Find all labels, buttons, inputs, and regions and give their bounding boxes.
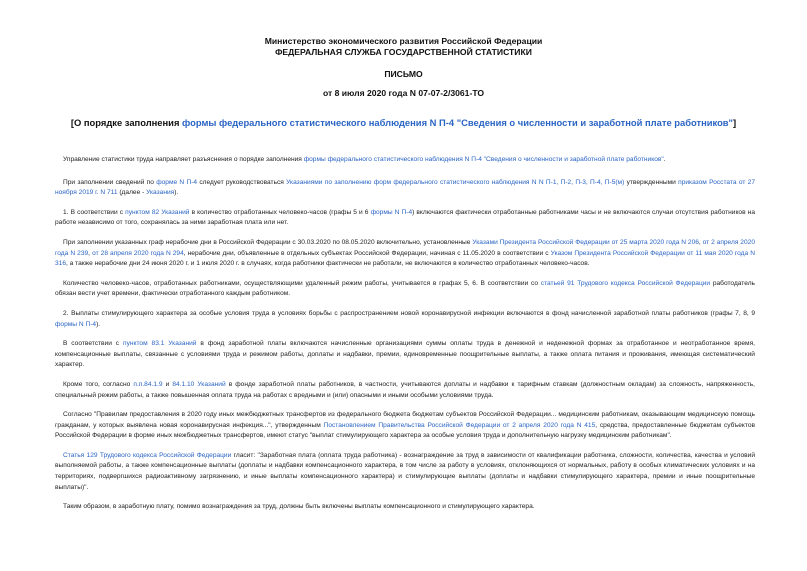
paragraph-9 <box>55 410 755 442</box>
form-p4-link[interactable]: формы федерального статистического наблюдения N П-4 "Сведения о численности и заработной плате работников" <box>303 156 664 163</box>
decree-239-link[interactable]: от 2 апреля 2020 года N 239 <box>55 238 755 257</box>
point-84-1-10-link[interactable]: 84.1.10 Указаний <box>172 380 226 388</box>
text: работодатель обязан вести учет времени, фактически отработанного каждым работником. <box>55 279 755 298</box>
form-p4-link[interactable]: формы N П-4 <box>370 208 413 216</box>
text: ). <box>96 320 101 328</box>
article-129-link[interactable]: Статья 129 Трудового кодекса Российской Федерации <box>63 451 232 459</box>
paragraph-7 <box>55 339 755 371</box>
text: утвержденными <box>624 178 679 186</box>
text: следует руководствоваться <box>197 178 287 186</box>
rosstat-order-link[interactable]: приказом Росстата от 27 ноября 2019 г. N 711 <box>55 178 755 197</box>
instructions-link[interactable]: Указаниями по заполнению форм федерального статистического наблюдения N N П-1, П-2, П-3, П-4, П-5(м) <box>286 178 625 186</box>
paragraph-1 <box>55 155 755 166</box>
date-number-heading: от 8 июля 2020 года N 07-07-2/3061-ТО <box>322 88 485 98</box>
text: гласит: "Заработная плата (оплата труда работника) - вознаграждение за труд в зависимости от квалификации работника, сложности, количества, качества и условий выполняемой работы, а также компенсационные выплаты (доплаты и надбавки компенсационного характера, в том числе за работу в условиях, отклоняющихся от нормальных, работу в особых климатических условиях и на территориях, подвергшихся радиоактивному загрязнению, и иные выплаты компенсационного характера) и стимулирующие выплаты (доплаты и надбавки стимулирующего характера, премии и иные поощрительные выплаты)". <box>55 451 756 491</box>
text: Управление статистики труда направляет разъяснения о порядке заполнения <box>63 156 304 163</box>
point-83-1-link[interactable]: пунктом 83.1 Указаний <box>123 340 197 348</box>
text: 2. Выплаты стимулирующего характера за особые условия труда в условиях борьбы с распространением новой коронавирусной инфекции включаются в фонд начисленной заработной платы работников (графы 7, 8, 9 <box>63 309 755 317</box>
text: и <box>162 380 173 388</box>
text: В соответствии с <box>63 340 124 348</box>
subject-close: ] <box>733 117 737 128</box>
doc-type-heading: ПИСЬМО <box>384 69 423 79</box>
paragraph-10 <box>55 451 755 493</box>
text: , а также нерабочие дни 24 июня 2020 г. и 1 июля 2020 г. в случаях, когда работники фактически не работали, не включаются в количество отработанных человеко-часов. <box>66 260 590 268</box>
text: Согласно "Правилам предоставления в 2020 году иных межбюджетных трансфертов из федерального бюджета бюджетам субъектов Российской Федерации... медицинским работникам, оказывающим медицинскую помощь гражданам, у которых выявлена новая коронавирусная инфекция...", утвержденным <box>55 411 755 429</box>
text: в фонде заработной платы работников, в частности, учитываются доплаты и надбавки к тарифным ставкам (должностным окладам) за сложность, напряженность, специальный режим работы, а также повышенная оплата труда на работах с вредными и (или) опасными и иными особыми условиями труда. <box>55 380 755 399</box>
text: , <box>88 249 93 257</box>
text: , средства, предоставленные бюджетам субъектов Российской Федерации в форме иных межбюджетных трансфертов, имеют статус "выплат стимулирующего характера за особые условия труда и дополнительную нагрузку медицинским работникам". <box>55 421 756 440</box>
text: При заполнении указанных граф нерабочие дни в Российской Федерации с 30.03.2020 по 08.05.2020 включительно, установленные <box>63 238 473 246</box>
text: (далее - <box>117 189 147 197</box>
text: , нерабочие дни, объявленные в отдельных субъектах Российской Федерации, начиная с 11.05.2020 в соответствии с <box>183 249 551 257</box>
point-84-1-9-link[interactable]: п.п.84.1.9 <box>133 380 163 388</box>
ministry-heading: Министерство экономического развития Российской Федерации <box>264 36 543 46</box>
text: Количество человеко-часов, отработанных работниками, осуществляющими удаленный режим работы, учитывается в графах 5, 6. В соответствии со <box>63 279 541 287</box>
text: Таким образом, в заработную плату, помимо вознаграждения за труд, должны быть включены выплаты компенсационного и стимулирующего характера. <box>63 503 535 511</box>
decree-206-link[interactable]: Указами Президента Российской Федерации от 25 марта 2020 года N 206 <box>472 238 699 246</box>
paragraph-11 <box>55 502 755 513</box>
point-82-link[interactable]: пунктом 82 Указаний <box>125 208 190 216</box>
decree-294-link[interactable]: от 28 апреля 2020 года N 294 <box>92 249 184 257</box>
text: 1. В соответствии с <box>63 208 126 216</box>
text: в фонд заработной платы включаются начисленные организациями суммы оплаты труда в денежной и неденежной формах за отработанное и неотработанное время, компенсационные выплаты, связанные с условиями труда и режимом работы, доплаты и надбавки, премии, единовременные поощрительные выплаты, а также оплата питания и проживания, имеющая систематический характер. <box>55 340 755 369</box>
article-91-link[interactable]: статьей 91 Трудового кодекса Российской Федерации <box>540 279 711 287</box>
resolution-415-link[interactable]: Постановлением Правительства Российской Федерации от 2 апреля 2020 года N 415 <box>323 421 596 429</box>
text: ) включаются фактически отработанные работниками часы и не включаются случаи отсутствия работников на работе независимо от того, сохранялась за ними заработная плата или нет. <box>55 208 755 227</box>
text: в количество отработанных человеко-часов (графы 5 и 6 <box>189 208 371 216</box>
form-p4-link[interactable]: формы N П-4 <box>55 320 97 328</box>
text: Кроме того, согласно <box>63 380 134 388</box>
paragraph-4 <box>55 238 755 270</box>
decree-316-link[interactable]: Указом Президента Российской Федерации от 11 мая 2020 года N 316 <box>55 249 755 268</box>
text: , <box>698 238 703 246</box>
paragraph-8 <box>55 380 755 401</box>
subject-form-link[interactable]: формы федерального статистического наблюдения N П-4 "Сведения о численности и заработной плате работников" <box>182 117 734 128</box>
paragraph-2 <box>55 178 755 199</box>
text: При заполнении сведений по <box>63 178 157 186</box>
document-body <box>55 155 755 522</box>
text: . <box>663 156 666 163</box>
text: ). <box>174 189 179 197</box>
paragraph-5 <box>55 279 755 300</box>
document-subject <box>0 117 807 128</box>
paragraph-3 <box>55 208 755 229</box>
paragraph-6 <box>55 309 755 330</box>
service-heading: ФЕДЕРАЛЬНАЯ СЛУЖБА ГОСУДАРСТВЕННОЙ СТАТИСТИКИ <box>275 47 532 57</box>
form-p4-link[interactable]: форме N П-4 <box>156 178 198 186</box>
subject-open: [О порядке заполнения <box>70 117 183 128</box>
instructions-short-link[interactable]: Указания <box>146 189 175 197</box>
